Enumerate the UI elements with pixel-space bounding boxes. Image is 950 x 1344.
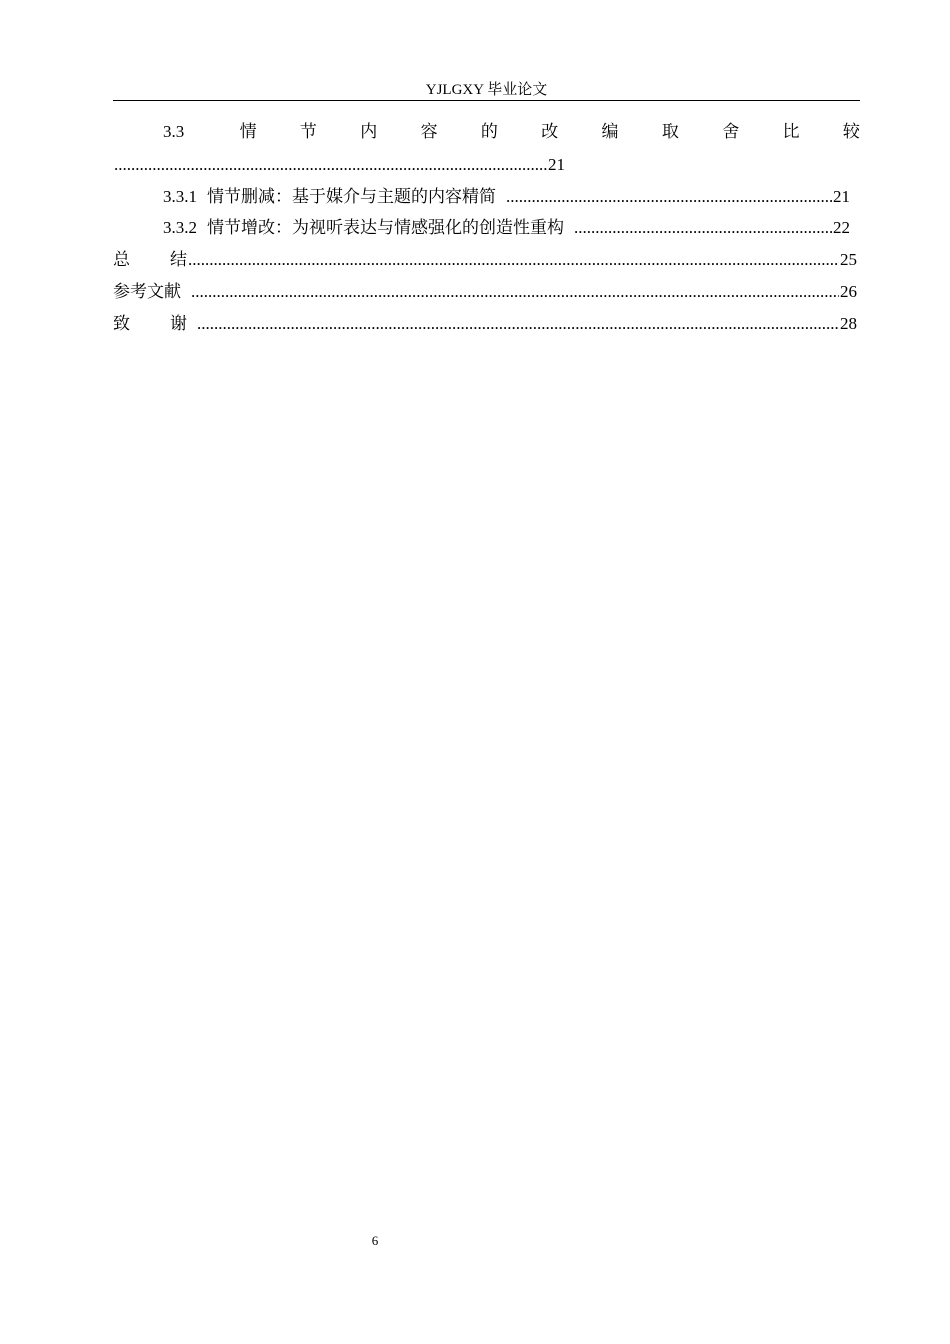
toc-title-char: 较 (842, 122, 860, 142)
toc-entry-3-3-1[interactable] (163, 185, 850, 209)
toc-title-char: 情 (239, 122, 257, 142)
toc-entry-3-3-title (163, 120, 860, 144)
toc-leader (506, 185, 832, 209)
toc-entry-3-3-leader (113, 153, 565, 177)
toc-entry-summary[interactable] (113, 248, 857, 272)
toc-title-char: 改 (541, 122, 559, 142)
toc-entry-title: 谢 (170, 314, 187, 334)
toc-leader (191, 280, 839, 304)
running-header: YJLGXY 毕业论文 (425, 82, 548, 98)
toc-entry-number: 3.3.2 (163, 218, 197, 237)
toc-entry-acknowledgements[interactable] (113, 312, 857, 336)
toc-leader (114, 153, 547, 177)
toc-title-char: 比 (782, 122, 800, 142)
toc-title-char: 舍 (722, 122, 740, 142)
toc-leader (188, 248, 839, 272)
toc-page-number: 25 (840, 250, 857, 269)
toc-page-number: 21 (548, 155, 565, 174)
toc-entry-number: 3.3.1 (163, 187, 197, 206)
header-rule (113, 100, 860, 101)
toc-title-char: 节 (299, 122, 317, 142)
toc-entry-references[interactable] (113, 280, 857, 304)
toc-page-number: 22 (833, 218, 850, 237)
toc-entry-title: 情节删减：基于媒介与主题的内容精简 (207, 187, 496, 207)
toc-entry-title: 情节增改：为视听表达与情感强化的创造性重构 (207, 218, 564, 238)
toc-page-number: 26 (840, 282, 857, 301)
toc-entry-title: 结 (170, 250, 187, 270)
toc-entry-title: 总 (113, 250, 130, 270)
toc-title-char: 取 (661, 122, 679, 142)
toc-entry-3-3-2[interactable] (163, 216, 850, 240)
toc-title-char: 编 (601, 122, 619, 142)
toc-leader (574, 216, 832, 240)
toc-leader (197, 312, 839, 336)
toc-title-char: 内 (360, 122, 378, 142)
toc-entry-number: 3.3 (163, 122, 185, 141)
toc-title-char: 的 (480, 122, 498, 142)
toc-entry-title: 致 (113, 314, 130, 334)
toc-page-number: 21 (833, 187, 850, 206)
toc-page-number: 28 (840, 314, 857, 333)
page-number: 6 (371, 1233, 379, 1248)
toc-entry-title: 参考文献 (113, 282, 181, 302)
toc-title-char: 容 (420, 122, 438, 142)
